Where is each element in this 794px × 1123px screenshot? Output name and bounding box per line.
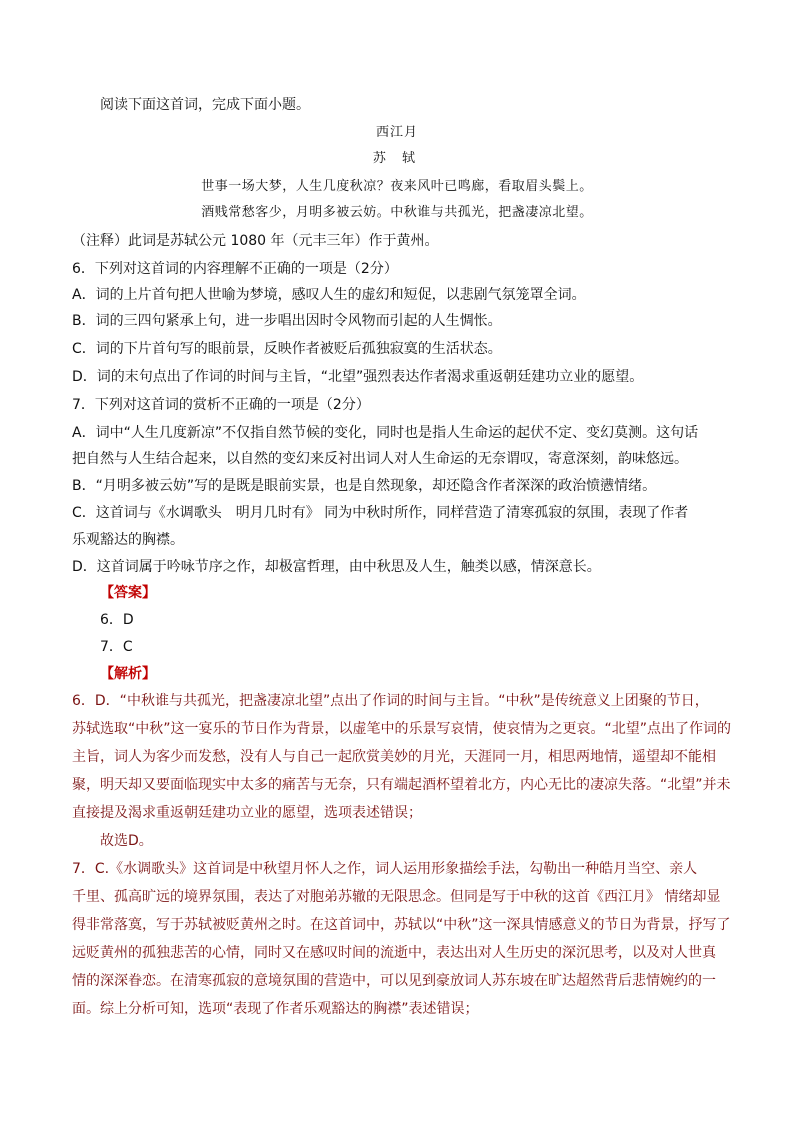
poem-author: 苏 轼 [372, 151, 422, 166]
question-6-option-c: C．词的下片首句写的眼前景，反映作者被贬后孤独寂寞的生活状态。 [72, 341, 502, 357]
poem-note: （注释）此词是苏轼公元 1080 年（元丰三年）作于黄州。 [72, 233, 439, 249]
answer-6: 6．D [100, 612, 134, 628]
question-7-stem: 7．下列对这首词的赏析不正确的一项是（2分） [72, 397, 370, 413]
analysis-7-line-2: 千里、孤高旷远的境界氛围，表达了对胞弟苏辙的无限思念。但同是写于中秋的这首《西江月》 情绪却显 [72, 889, 721, 905]
analysis-6-line-3: 主旨，词人为客少而发愁，没有人与自己一起欣赏美妙的月光，天涯同一月，相思两地情，遥望却不能相 [72, 749, 716, 765]
question-7-option-a-line-2: 把自然与人生结合起来，以自然的变幻来反衬出词人对人生命运的无奈谓叹，寄意深刻，韵味悠远。 [72, 451, 688, 467]
analysis-6-line-4: 聚，明天却又要面临现实中太多的痛苦与无奈，只有端起酒杯望着北方，内心无比的凄凉失落。“北望”并未 [72, 777, 731, 793]
question-6-option-b: B．词的三四句紧承上句，进一步唱出因时令风物而引起的人生惆怅。 [72, 313, 502, 329]
analysis-7-line-4: 远贬黄州的孤独悲苦的心情，同时又在感叹时间的流逝中，表达出对人生历史的深沉思考，以及对人世真 [72, 945, 716, 961]
instruction-text: 阅读下面这首词，完成下面小题。 [100, 97, 310, 113]
poem-title: 西江月 [375, 125, 418, 140]
analysis-7-line-6: 面。综上分析可知，选项“表现了作者乐观豁达的胸襟”表述错误； [72, 1001, 479, 1017]
question-7-option-c-line-2: 乐观豁达的胸襟。 [72, 532, 184, 548]
analysis-6-line-1: 6．D．“中秋谁与共孤光，把盏凄凉北望”点出了作词的时间与主旨。“中秋”是传统意义上团聚的节日， [72, 693, 709, 709]
analysis-label: 【解析】 [100, 666, 156, 682]
question-6-option-d: D．词的末句点出了作词的时间与主旨，“北望”强烈表达作者渴求重返朝廷建功立业的愿望。 [72, 369, 644, 385]
analysis-6-line-5: 直接提及渴求重返朝廷建功立业的愿望，选项表述错误； [72, 805, 422, 821]
analysis-7-line-1: 7．C.《水调歌头》这首词是中秋望月怀人之作，词人运用形象描绘手法，勾勒出一种皓月当空、亲人 [72, 861, 698, 877]
answer-7: 7．C [100, 639, 133, 655]
question-7-option-c-line-1: C．这首词与《水调歌头 明月几时有》 同为中秋时所作，同样营造了清寒孤寂的氛围，表现了作者 [72, 505, 689, 521]
answer-label: 【答案】 [100, 585, 156, 601]
analysis-7-line-3: 得非常落寞，写于苏轼被贬黄州之时。在这首词中，苏轼以“中秋”这一深具情感意义的节日为背景，抒写了 [72, 917, 731, 933]
poem-line-2: 酒贱常愁客少，月明多被云妨。中秋谁与共孤光，把盏凄凉北望。 [201, 205, 593, 220]
question-6-stem: 6．下列对这首词的内容理解不正确的一项是（2分） [72, 261, 398, 277]
question-7-option-d: D．这首词属于吟咏节序之作，却极富哲理，由中秋思及人生，触类以感，情深意长。 [72, 559, 601, 575]
analysis-6-line-2: 苏轼选取“中秋”这一宴乐的节日作为背景，以虚笔中的乐景写哀情，使哀情为之更哀。“北望”点出了作词的 [72, 721, 732, 737]
poem-line-1: 世事一场大梦，人生几度秋凉？夜来风叶已鸣廊，看取眉头鬓上。 [201, 179, 593, 194]
question-6-option-a: A．词的上片首句把人世喻为梦境，感叹人生的虚幻和短促，以悲剧气氛笼罩全词。 [72, 287, 586, 303]
question-7-option-b: B．“月明多被云妨”写的是既是眼前实景，也是自然现象，却还隐含作者深深的政治愤懑情绪。 [72, 478, 657, 494]
analysis-6-line-6: 故选D。 [100, 833, 153, 849]
analysis-7-line-5: 情的深深眷恋。在清寒孤寂的意境氛围的营造中，可以见到豪放词人苏东坡在旷达超然背后悲情婉约的一 [72, 973, 716, 989]
question-7-option-a-line-1: A．词中“人生几度新凉”不仅指自然节候的变化，同时也是指人生命运的起伏不定、变幻莫测。这句话 [72, 425, 699, 441]
